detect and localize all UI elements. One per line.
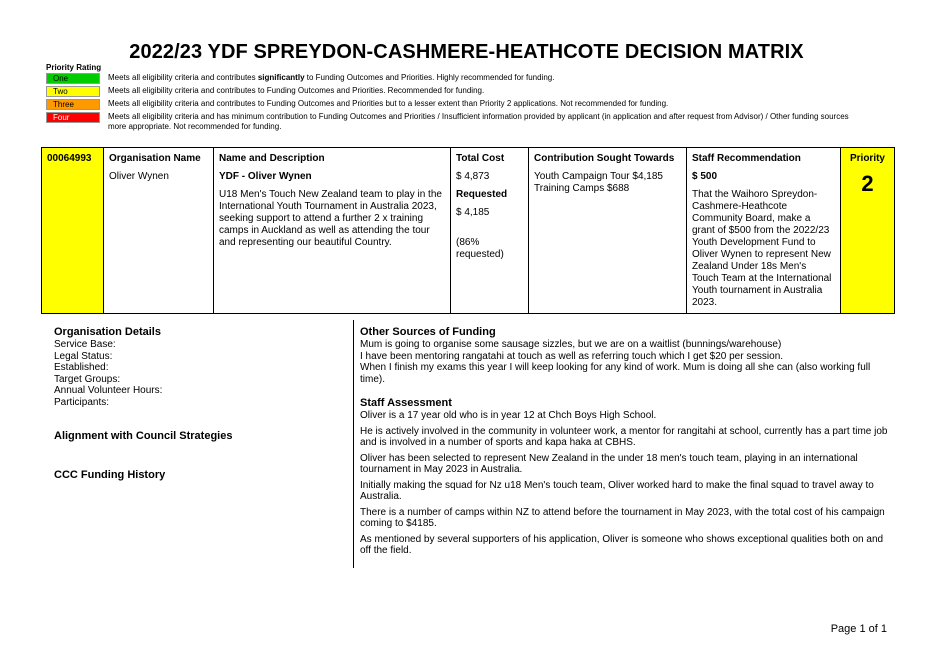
detail-field: Annual Volunteer Hours: [54, 385, 163, 396]
matrix-row [42, 148, 895, 314]
recommended-amount: $ 500 [692, 171, 718, 182]
legend-row-four [46, 112, 876, 132]
assessment-paragraph: Oliver has been selected to represent New Zealand in the under 18 men's touch team, playing in an international tournament in May 2023 in Australia. [360, 452, 858, 475]
staff-assessment-title: Staff Assessment [360, 397, 452, 409]
legend-swatch-two: Two [46, 86, 100, 97]
staff-recommendation-header: Staff Recommendation [692, 153, 801, 164]
page-number: Page 1 of 1 [830, 623, 887, 635]
contribution-cell [529, 148, 687, 314]
legend-swatch-one: One [46, 73, 100, 84]
project-title: YDF - Oliver Wynen [219, 171, 312, 182]
other-funding-line: Mum is going to organise some sausage sizzles, but we are on a waitlist (bunnings/warehouse) [360, 339, 782, 350]
requested-percentage: (86% requested) [456, 237, 504, 260]
legend-row-one [46, 73, 876, 84]
funding-assessment-column [360, 326, 892, 561]
legend-heading: Priority Rating [46, 63, 102, 72]
detail-field: Participants: [54, 396, 110, 408]
requested-label: Requested [456, 189, 508, 200]
organisation-details-title: Organisation Details [54, 326, 161, 338]
assessment-paragraph: He is actively involved in the community in volunteer work, a mentor for rangitahi at school, currently has a part time job and is involved in a number of sports and kapa haka at CBHS. [360, 425, 888, 448]
alignment-heading: Alignment with Council Strategies [54, 430, 233, 442]
priority-legend [46, 63, 876, 134]
legend-text-four: Meets all eligibility criteria and has minimum contribution to Funding Outcomes and Priorities / Insufficient information provided by applicant (in application and after request from Advisor) / Other funding sources more appropriate. Not recommended for funding. [108, 112, 849, 131]
other-funding-title: Other Sources of Funding [360, 326, 496, 338]
staff-recommendation-cell [687, 148, 841, 314]
legend-text-three: Meets all eligibility criteria and contributes to Funding Outcomes and Priorities but to a lesser extent than Priority 2 applications. Not recommended for funding. [108, 99, 669, 108]
detail-field: Target Groups: [54, 373, 121, 385]
legend-swatch-three: Three [46, 99, 100, 110]
project-description: U18 Men's Touch New Zealand team to play in the International Youth Tournament in Australia 2023, seeking support to attend a further 2 x training camps in Auckland as well as attending the tour and representing our beautiful Country. [219, 189, 442, 248]
column-divider [353, 320, 354, 568]
other-funding-line: When I finish my exams this year I will keep looking for any kind of work. Mum is doing all she can (also working full time). [360, 362, 871, 385]
organisation-details [54, 326, 349, 482]
priority-header: Priority [849, 153, 885, 164]
assessment-paragraph: Oliver is a 17 year old who is in year 12 at Chch Boys High School. [360, 410, 657, 421]
assessment-paragraph: Initially making the squad for Nz u18 Men's touch team, Oliver worked hard to make the final squad to travel away to Australia. [360, 479, 874, 502]
funding-history-heading: CCC Funding History [54, 469, 166, 481]
contribution-item: Training Camps $688 [534, 183, 630, 194]
total-cost-cell [451, 148, 529, 314]
other-funding-line: I have been mentoring rangatahi at touch as well as referring touch which I get $20 per session. [360, 350, 784, 362]
organisation-name: Oliver Wynen [109, 171, 169, 182]
contribution-item: Youth Campaign Tour $4,185 [534, 171, 663, 182]
assessment-paragraph: There is a number of camps within NZ to attend before the tournament in May 2023, with the total cost of his campaign coming to $4185. [360, 506, 885, 529]
legend-text-two: Meets all eligibility criteria and contributes to Funding Outcomes and Priorities. Recommended for funding. [108, 86, 485, 95]
detail-field: Service Base: [54, 339, 116, 350]
legend-text-one: Meets all eligibility criteria and contributes significantly to Funding Outcomes and Priorities. Highly recommended for funding. [108, 73, 555, 82]
application-id: 00064993 [42, 148, 104, 314]
priority-value: 2 [861, 171, 874, 196]
organisation-header: Organisation Name [109, 153, 201, 164]
legend-swatch-four: Four [46, 112, 100, 123]
total-cost-value: $ 4,873 [456, 171, 490, 182]
detail-field: Established: [54, 362, 109, 373]
document-title: 2022/23 YDF SPREYDON-CASHMERE-HEATHCOTE DECISION MATRIX [129, 41, 804, 63]
contribution-header: Contribution Sought Towards [534, 153, 675, 164]
detail-field: Legal Status: [54, 350, 113, 362]
name-description-cell [214, 148, 451, 314]
legend-row-two [46, 86, 876, 97]
total-cost-header: Total Cost [456, 153, 505, 164]
assessment-paragraph: As mentioned by several supporters of his application, Oliver is someone who shows exceptional qualities both on and off the field. [360, 533, 884, 556]
priority-cell [841, 148, 895, 314]
name-description-header: Name and Description [219, 153, 325, 164]
requested-value: $ 4,185 [456, 207, 490, 218]
recommendation-text: That the Waihoro Spreydon-Cashmere-Heathcote Community Board, make a grant of $500 from the 2022/23 Youth Development Fund to Oliver Wynen to represent New Zealand Under 18s Men's Touch Team at the International Youth tournament in Australia 2023. [692, 189, 832, 308]
decision-matrix-table [41, 147, 895, 314]
legend-row-three [46, 99, 876, 110]
organisation-cell [104, 148, 214, 314]
